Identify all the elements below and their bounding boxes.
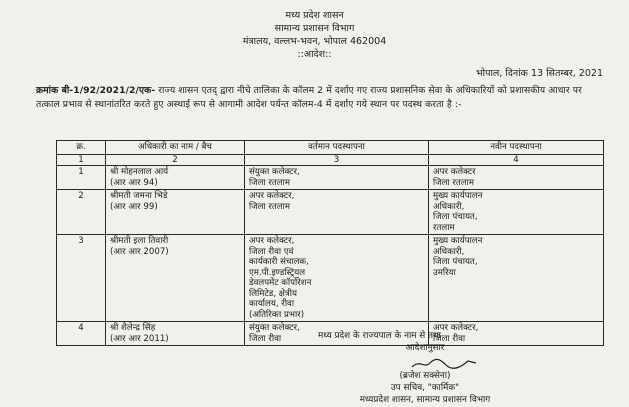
officer-name: श्रीमती इला तिवारी (110, 236, 169, 246)
posting-line: कार्यालय, रीवा (249, 299, 295, 309)
officer-name: श्री मोहनलाल आर्य (110, 167, 169, 177)
header-sno: क्र. (57, 141, 106, 155)
row-current-posting (245, 190, 429, 235)
col-number: 4 (429, 154, 604, 166)
posting-line: जिला पंचायत, (433, 212, 478, 222)
header-officer: अधिकारी का नाम / बैच (106, 141, 245, 155)
col-number: 2 (106, 154, 245, 166)
posting-line: अपर कलेक्टर, (433, 323, 479, 333)
posting-line: लिमिटेड, क्षेत्रीय (249, 288, 297, 299)
row-current-posting (245, 235, 429, 322)
table-row (57, 190, 604, 235)
signature-scribble-icon (410, 357, 480, 371)
row-new-posting (429, 166, 604, 190)
row-officer (106, 322, 245, 346)
gov-title: मध्य प्रदेश शासन (285, 10, 344, 21)
officer-name: श्रीमती जमना भिडे (110, 191, 168, 201)
column-number-row (57, 154, 604, 166)
signatory-name: (ब्रजेश सक्सेना) (399, 371, 451, 381)
posting-line: अपर कलेक्टर, (249, 236, 295, 246)
posting-line: अपर कलेक्टर, (249, 191, 295, 201)
posting-line: जिला पंचायत, (433, 257, 478, 267)
officer-batch: (आर आर 2007) (110, 246, 169, 257)
col-number: 1 (57, 154, 106, 166)
row-sno: 1 (57, 166, 106, 190)
row-officer (106, 166, 245, 190)
posting-line: मुख्य कार्यपालन (433, 236, 483, 246)
posting-line: कार्यकारी संचालक, (249, 257, 309, 267)
posting-line: संयुक्त कलेक्टर, (249, 167, 300, 177)
order-text: राज्य शासन एतद् द्वारा नीचे तालिका के कॉलम 2 में दर्शाए गए राज्य प्रशासनिक सेवा के अधिकारियों को प्रशासकीय आधार पर तत्काल प्रभाव से स्थानांतरित करते हुए अस्थाई रूप से आगामी आदेश पर्यन्त कॉलम-4 में दर्शाए गये स्थान पर पदस्थ करता है :- (36, 85, 582, 110)
row-new-posting (429, 235, 604, 322)
posting-line: डेवलपमेंट कॉर्पोरेशन (249, 278, 312, 288)
address-line: मंत्रालय, वल्लभ-भवन, भोपाल 462004 (242, 36, 387, 47)
header-new-posting: नवीन पदस्थापना (429, 141, 604, 155)
posting-line: जिला रीवा (249, 333, 282, 344)
posting-line: रतलाम (433, 222, 455, 233)
signature-line-1: मध्य प्रदेश के राज्यपाल के नाम से तथा (318, 331, 441, 341)
officer-batch: (आर आर 94) (110, 177, 158, 188)
posting-line: (अतिरिक्त प्रभार) (249, 309, 305, 320)
table-header-row (57, 141, 604, 155)
row-sno: 2 (57, 190, 106, 235)
col-number: 3 (245, 154, 429, 166)
posting-line: जिला रतलाम (433, 177, 474, 188)
signature-line-2: आदेशानुसार (405, 343, 445, 353)
signatory-department: मध्यप्रदेश शासन, सामान्य प्रशासन विभाग (359, 395, 491, 405)
order-paragraph (36, 84, 606, 111)
posting-line: एम.पी.इण्डस्ट्रियल (249, 267, 306, 278)
officer-name: श्री शैलेन्द्र सिंह (110, 323, 156, 333)
table-row (57, 166, 604, 190)
posting-line: जिला रीवा एवं (249, 246, 294, 257)
transfer-table (56, 140, 604, 346)
posting-line: जिला रतलाम (249, 201, 290, 212)
posting-line: जिला रीवा (433, 333, 466, 344)
posting-line: संयुक्त कलेक्टर, (249, 323, 300, 333)
posting-line: उमरिया (433, 267, 456, 278)
order-heading: ::आदेश:: (297, 49, 332, 60)
row-new-posting (429, 190, 604, 235)
officer-batch: (आर आर 2011) (110, 333, 169, 344)
row-officer (106, 190, 245, 235)
row-officer (106, 235, 245, 322)
posting-line: अधिकारी, (433, 201, 465, 212)
date-line: भोपाल, दिनांक 13 सितम्बर, 2021 (475, 68, 603, 79)
officer-batch: (आर आर 99) (110, 201, 158, 212)
table-body (57, 166, 604, 346)
table-row (57, 235, 604, 322)
order-number: क्रमांक बी-1/92/2021/2/एक- (36, 85, 156, 96)
posting-line: मुख्य कार्यपालन (433, 191, 483, 201)
posting-line: अधिकारी, (433, 246, 465, 257)
header-current-posting: वर्तमान पदस्थापना (245, 141, 429, 155)
posting-line: अपर कलेक्टर (433, 167, 476, 177)
row-sno: 3 (57, 235, 106, 322)
signatory-designation: उप सचिव, "कार्मिक" (390, 383, 460, 393)
department-title: सामान्य प्रशासन विभाग (274, 23, 355, 34)
row-current-posting (245, 166, 429, 190)
posting-line: जिला रतलाम (249, 177, 290, 188)
row-sno: 4 (57, 322, 106, 346)
